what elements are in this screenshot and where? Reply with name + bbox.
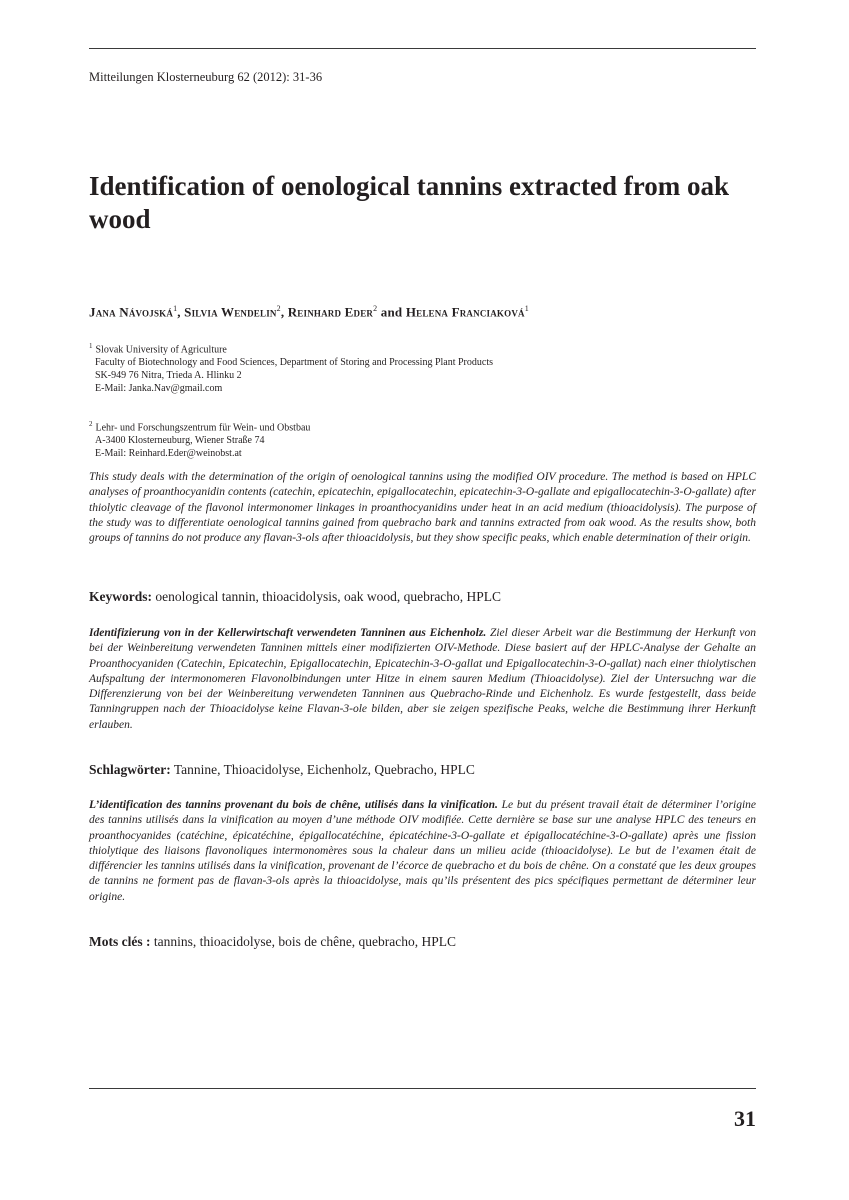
abstract-german-text: Ziel dieser Arbeit war die Bestimmung der Herkunft von bei der Weinbereitung verwendeten Tanninen mittels einer modifizierten OIV-Methode. Diese basiert auf der HPLC-Analyse der Gehalte an Proanthocyaniden (Catechin, Epicatechin, Epigallocatechin, Epicatechin-3-O-gallat und Epigallocatechin-3-O-gallat) nach einer thiolytischen Aufspaltung der intermonomeren Flavonolbindungen unter Hitze in einem sauren Medium (Thioacidolyse). Ziel der Untersuchng war die Differenzierung von bei der Weinbereitung verwendeten Tanninen aus Quebracho-Rinde und Eichenholz. Es wurde festgestellt, dass beide Tanningruppen nach der Thioacidolyse keine Flavan-3-ole bilden, aber sie zeigen spezifische Peaks, welche die Bestimmung ihrer Herkunft erlauben. [89,627,756,731]
author-name: Helena Franciaková [405,304,525,320]
author-name: Reinhard Eder [287,304,374,320]
author-separator: and [377,304,406,320]
footer-rule [89,1088,756,1089]
abstract-german-heading: Identifizierung von in der Kellerwirtschaft verwendeten Tanninen aus Eichenholz. [89,627,487,639]
affiliation-line: Slovak University of Agriculture [95,344,227,356]
abstract-german [89,626,756,733]
author-separator: , [280,304,288,320]
keywords-english [89,589,501,605]
keywords-label: Keywords: [89,589,152,604]
keywords-values: Tannine, Thioacidolyse, Eichenholz, Quebracho, HPLC [170,762,475,777]
abstract-english-text: This study deals with the determination of the origin of oenological tannins using the modified OIV procedure. The method is based on HPLC analyses of proanthocyanidin contents (catechin, epicatechin, epigallocatechin, epicatechin-3-O-gallate and epigallocatechin-3-O-gallate) after thiolytic cleavage of the flavonol intermonomer linkages in proanthocyanidins under heat in an acid medium (thioacidolysis). The purpose of the study was to differentiate oenological tannins gained from quebracho bark and tannins extracted from oak wood. As the results show, both groups of tannins do not produce any flavan-3-ols after thioacidolysis, but they show specific peaks, which enable determination of their origin. [89,471,756,545]
affiliation-line: E-Mail: Janka.Nav@gmail.com [95,383,223,395]
keywords-label: Mots clés : [89,934,151,949]
abstract-french-heading: L’identification des tannins provenant du bois de chêne, utilisés dans la vinification. [89,799,498,811]
affiliation-2 [89,418,310,460]
abstract-english [89,470,756,546]
keywords-french [89,934,456,950]
keywords-values: tannins, thioacidolyse, bois de chêne, quebracho, HPLC [150,934,457,949]
author-affiliation-mark: 1 [524,304,529,313]
affiliation-line: Faculty of Biotechnology and Food Sciences, Department of Storing and Processing Plant Products [95,357,493,369]
author-affiliation-mark: 2 [276,304,281,313]
affiliation-mark: 1 [89,342,93,350]
affiliation-line: Lehr- und Forschungszentrum für Wein- und Obstbau [95,422,311,434]
affiliation-mark: 2 [89,420,93,428]
affiliation-line: SK-949 76 Nitra, Trieda A. Hlinku 2 [95,370,242,382]
abstract-french [89,798,756,905]
keywords-german [89,762,475,778]
affiliation-1 [89,340,493,395]
page-number: 31 [734,1106,756,1131]
author-separator: , [177,304,185,320]
keywords-label: Schlagwörter: [89,762,171,777]
author-affiliation-mark: 2 [373,304,378,313]
affiliation-line: A-3400 Klosterneuburg, Wiener Straße 74 [95,435,265,447]
author-list [89,304,529,320]
journal-citation: Mitteilungen Klosterneuburg 62 (2012): 31-36 [89,70,323,84]
affiliation-line: E-Mail: Reinhard.Eder@weinobst.at [95,448,242,460]
author-name: Silvia Wendelin [184,304,277,320]
author-affiliation-mark: 1 [173,304,178,313]
article-title: Identification of oenological tannins extracted from oak wood [89,171,729,234]
header-rule [89,48,756,49]
author-name: Jana Návojská [89,304,174,320]
keywords-values: oenological tannin, thioacidolysis, oak wood, quebracho, HPLC [152,589,502,604]
abstract-french-text: Le but du présent travail était de déterminer l’origine des tannins utilisés dans la vinification au moyen d’une méthode OIV modifiée. Cette dernière se base sur une analyse HPLC des teneurs en proanthocyanides (catéchine, épicatéchine, épigallocatéchine, épicatéchine-3-O-gallate et épigallocatéchine-3-O-gallate) après une fission thiolytique des liaisons flavonoliques intermonomères sous la chaleur dans un milieu acide (thioacidolyse). Le but de l’examen était de différencier les tannins utilisés dans la vinification, provenant de l’écorce de quebracho et du bois de chêne. On a constaté que les deux groupes de tannins ne forment pas de flavan-3-ols après la thioacidolyse, mais qu’ils présentent des pics spécifiques permettant de déterminer leur origine. [89,799,756,903]
